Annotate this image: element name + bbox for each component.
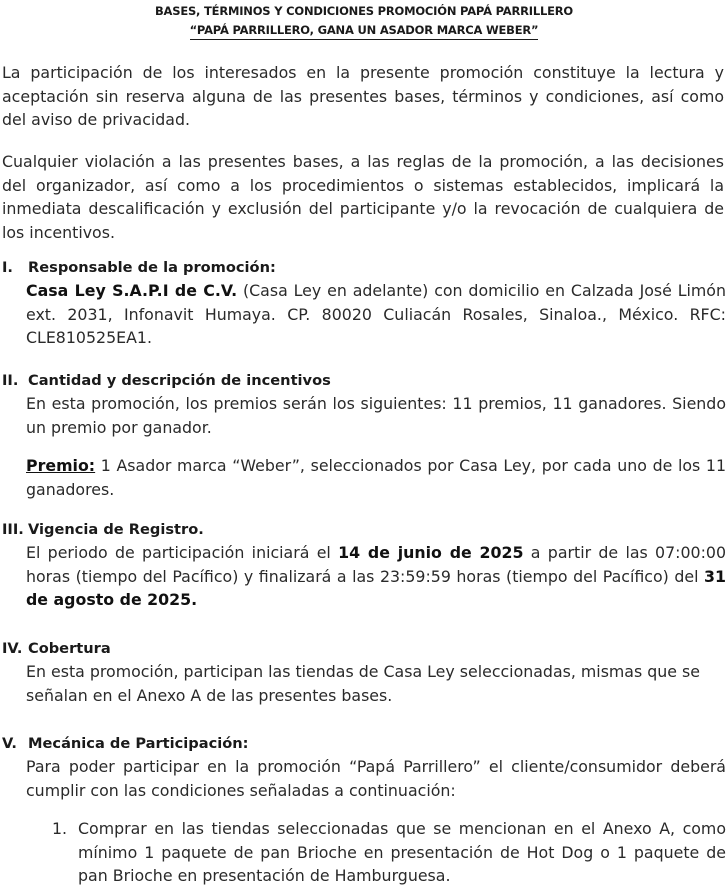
section-number: I. [2,259,13,276]
section-text: En esta promoción, los premios serán los siguientes: 11 premios, 11 ganadores. Siendo un premio por ganador. [26,394,726,437]
section-title: Cobertura [28,640,111,657]
section-title: Cantidad y descripción de incentivos [28,372,331,389]
start-date: 14 de junio de 2025 [338,543,524,562]
list-item-number: 1. [52,819,68,838]
section-number: III. [2,521,24,538]
intro-paragraph-2: Cualquier violación a las presentes bases, a las reglas de la promoción, a las decisiones del organizador, así como a los procedimientos o sistemas establecidos, implicará la inmediata descalificación y exclusión del participante y/o la revocación de cualquiera de los incentivos. [2,152,724,242]
prize-text: Premio: 1 Asador marca “Weber”, seleccionados por Casa Ley, por cada uno de los 11 ganadores. [26,456,726,499]
section-text: El periodo de participación iniciará el 14 de junio de 2025 a partir de las 07:00:00 horas (tiempo del Pacífico) y finalizará a las 23:59:59 horas (tiempo del Pacífico) del 31 de agosto de 2025. [26,543,727,609]
section-vigencia [0,519,728,612]
end-date: 31 de agosto de 2025. [26,566,726,609]
list-item-text: Comprar en las tiendas seleccionadas que se mencionan en el Anexo A, como mínimo 1 paquete de pan Brioche en presentación de Hot Dog o 1 paquete de pan Brioche en presentación de Hamburguesa. [78,819,726,885]
section-mecanica [0,733,728,888]
header-subtitle: “PAPÁ PARRILLERO, GANA UN ASADOR MARCA WEBER” [190,22,539,40]
company-name: Casa Ley S.A.P.I de C.V. [26,281,238,300]
section-number: II. [2,372,19,389]
prize-label: Premio: [26,456,96,475]
section-title: Responsable de la promoción: [28,259,276,276]
section-incentivos [0,370,728,501]
section-cobertura [0,638,728,707]
section-text: Casa Ley S.A.P.I de C.V. (Casa Ley en adelante) con domicilio en Calzada José Limón ext. 2031, Infonavit Humaya. CP. 80020 Culiacán Rosales, Sinaloa., México. RFC: CLE810525EA1. [26,281,726,347]
intro-paragraph-1: La participación de los interesados en la presente promoción constituye la lectura y aceptación sin reserva alguna de las presentes bases, términos y condiciones, así como del aviso de privacidad. [2,63,724,129]
section-title: Mecánica de Participación: [28,735,249,752]
condition-list [52,817,726,888]
intro-section [0,61,728,132]
section-title: Vigencia de Registro. [28,521,204,538]
section-text: En esta promoción, participan las tiendas de Casa Ley seleccionadas, mismas que se señalan en el Anexo A de las presentes bases. [26,662,700,705]
section-number: IV. [2,640,23,657]
section-responsable [0,257,728,350]
list-item [52,817,726,888]
section-text: Para poder participar en la promoción “Papá Parrillero” el cliente/consumidor deberá cumplir con las condiciones señaladas a continuación: [26,757,726,800]
intro-section-2 [0,150,728,244]
header-title: BASES, TÉRMINOS Y CONDICIONES PROMOCIÓN PAPÁ PARRILLERO [154,4,574,18]
document-header [0,2,728,40]
section-number: V. [2,735,17,752]
